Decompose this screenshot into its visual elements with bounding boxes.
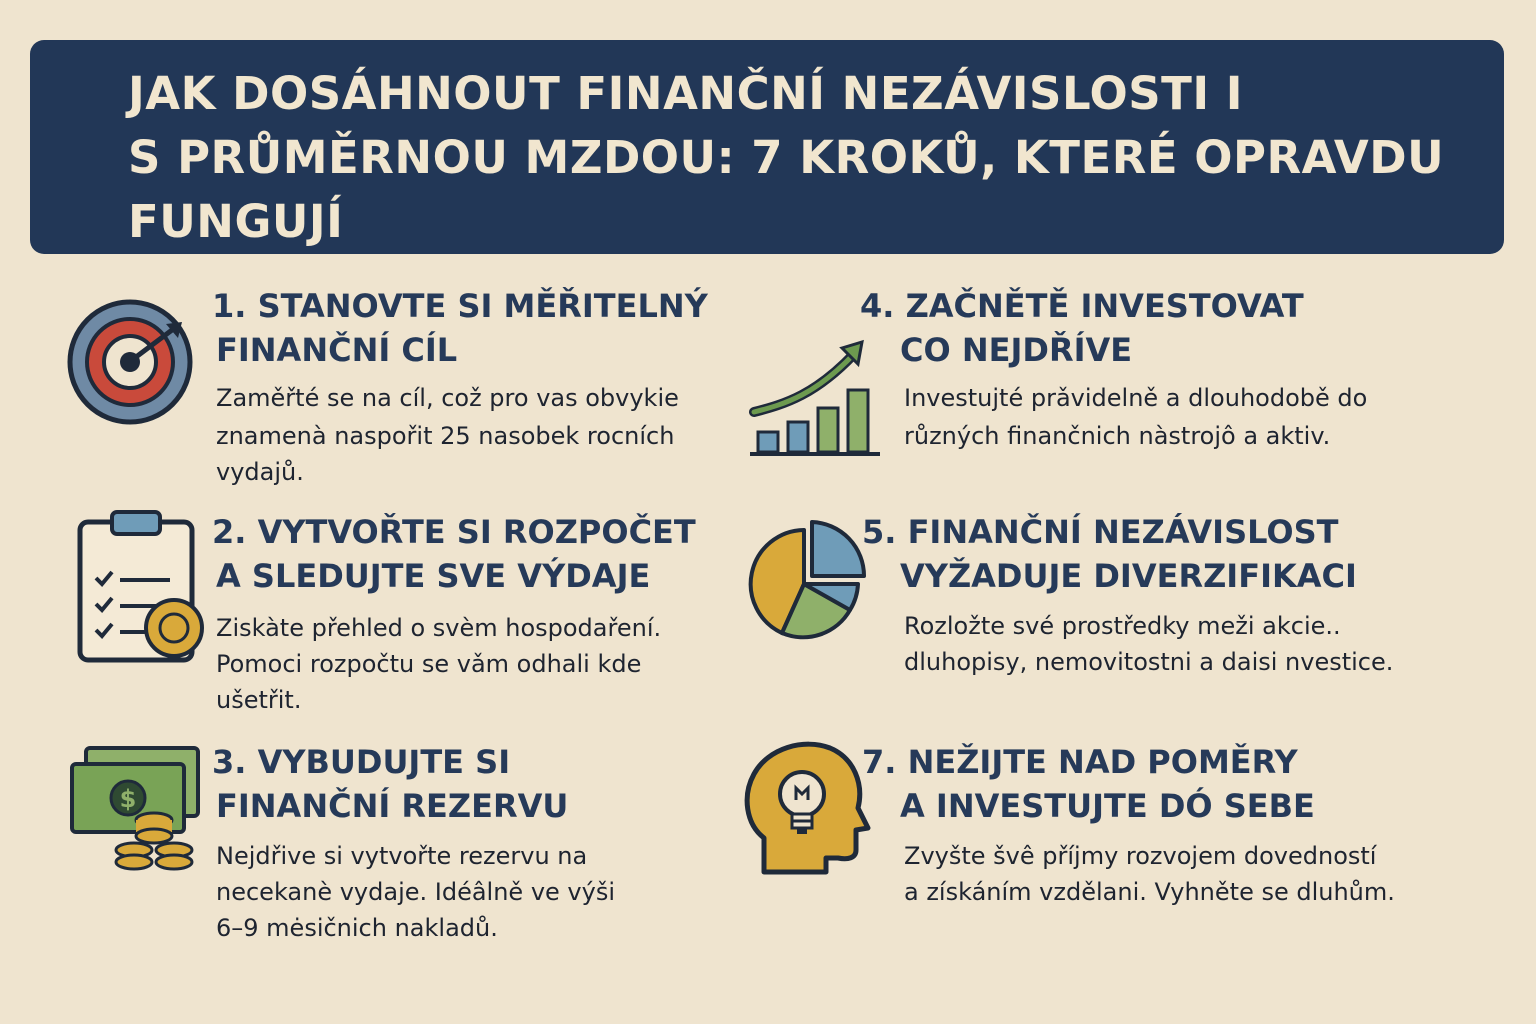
head-lightbulb-icon bbox=[742, 738, 872, 878]
money-coins-icon bbox=[64, 744, 214, 884]
step-7-text-line-1: Zvyšte švê příjmy rozvojem dovedností bbox=[904, 842, 1377, 870]
page-title-line-2: S PRŮMĚRNOU MZDOU: 7 KROKŮ, KTERÉ OPRAVDU bbox=[128, 131, 1445, 184]
step-1-text-line-1: Zaměřté se na cíl, což pro vas obvykie bbox=[216, 384, 679, 412]
clipboard-checklist-icon bbox=[74, 508, 214, 668]
pie-chart-icon bbox=[742, 516, 872, 646]
step-1-text-line-3: vydajů. bbox=[216, 458, 304, 486]
step-2-title-line-2: A SLEDUJTE SVE VÝDAJE bbox=[216, 557, 651, 595]
step-1-text-line-2: znamenà naspořit 25 nasobek rocních bbox=[216, 422, 675, 450]
step-7-text-line-2: a získáním vzdělani. Vyhněte se dluhům. bbox=[904, 878, 1395, 906]
step-3-title-line-2: FINANČNÍ REZERVU bbox=[216, 787, 569, 825]
step-4-text-line-1: Investujté prǎvidelně a dlouhodobě do bbox=[904, 384, 1368, 412]
step-4-text-line-2: různých finančnich nàstrojô a aktiv. bbox=[904, 422, 1331, 450]
step-3-title-line-1: 3. VYBUDUJTE SI bbox=[212, 743, 511, 781]
step-4-title-line-1: 4. ZAČNĚTĚ INVESTOVAT bbox=[860, 287, 1304, 325]
step-2-text-line-2: Pomoci rozpočtu se vǎm odhali kde bbox=[216, 650, 642, 678]
step-7-title-line-2: A INVESTUJTE DÓ SEBE bbox=[900, 787, 1315, 825]
step-7-title-line-1: 7. NEŽIJTE NAD POMĚRY bbox=[862, 743, 1298, 781]
step-5-text-line-2: dluhopisy, nemovitostni a daisi nvestice. bbox=[904, 648, 1394, 676]
step-5-title-line-2: VYŽADUJE DIVERZIFIKACI bbox=[900, 557, 1357, 595]
step-3-text-line-2: necekanè vydaje. Idéâlně ve výši bbox=[216, 878, 615, 906]
step-1-title-line-2: FINANČNÍ CÍL bbox=[216, 331, 458, 369]
title-banner bbox=[30, 40, 1504, 254]
step-2-text-line-3: ušetřit. bbox=[216, 686, 302, 714]
step-5-text-line-1: Rozložte své prostředky meži akcie.. bbox=[904, 612, 1341, 640]
step-5-title-line-1: 5. FINANČNÍ NEZÁVISLOST bbox=[862, 513, 1339, 551]
page-title-line-1: JAK DOSÁHNOUT FINANČNÍ NEZÁVISLOSTI I bbox=[128, 67, 1244, 120]
step-2-text-line-1: Ziskàte přehled o svèm hospodaření. bbox=[216, 614, 662, 642]
page-title-line-3: FUNGUJÍ bbox=[128, 195, 344, 248]
step-2-title-line-1: 2. VYTVOŘTE SI ROZPOČET bbox=[212, 513, 696, 551]
step-4-title-line-2: CO NEJDŘÍVE bbox=[900, 331, 1133, 369]
step-1-title-line-1: 1. STANOVTE SI MĚŘITELNÝ bbox=[212, 287, 708, 325]
growth-chart-icon bbox=[746, 338, 886, 460]
svg-text:$: $ bbox=[119, 785, 137, 813]
target-icon bbox=[62, 292, 202, 432]
step-3-text-line-1: Nejdřive si vytvořte rezervu na bbox=[216, 842, 588, 870]
step-3-text-line-3: 6–9 mėsičnich nakladů. bbox=[216, 914, 498, 942]
